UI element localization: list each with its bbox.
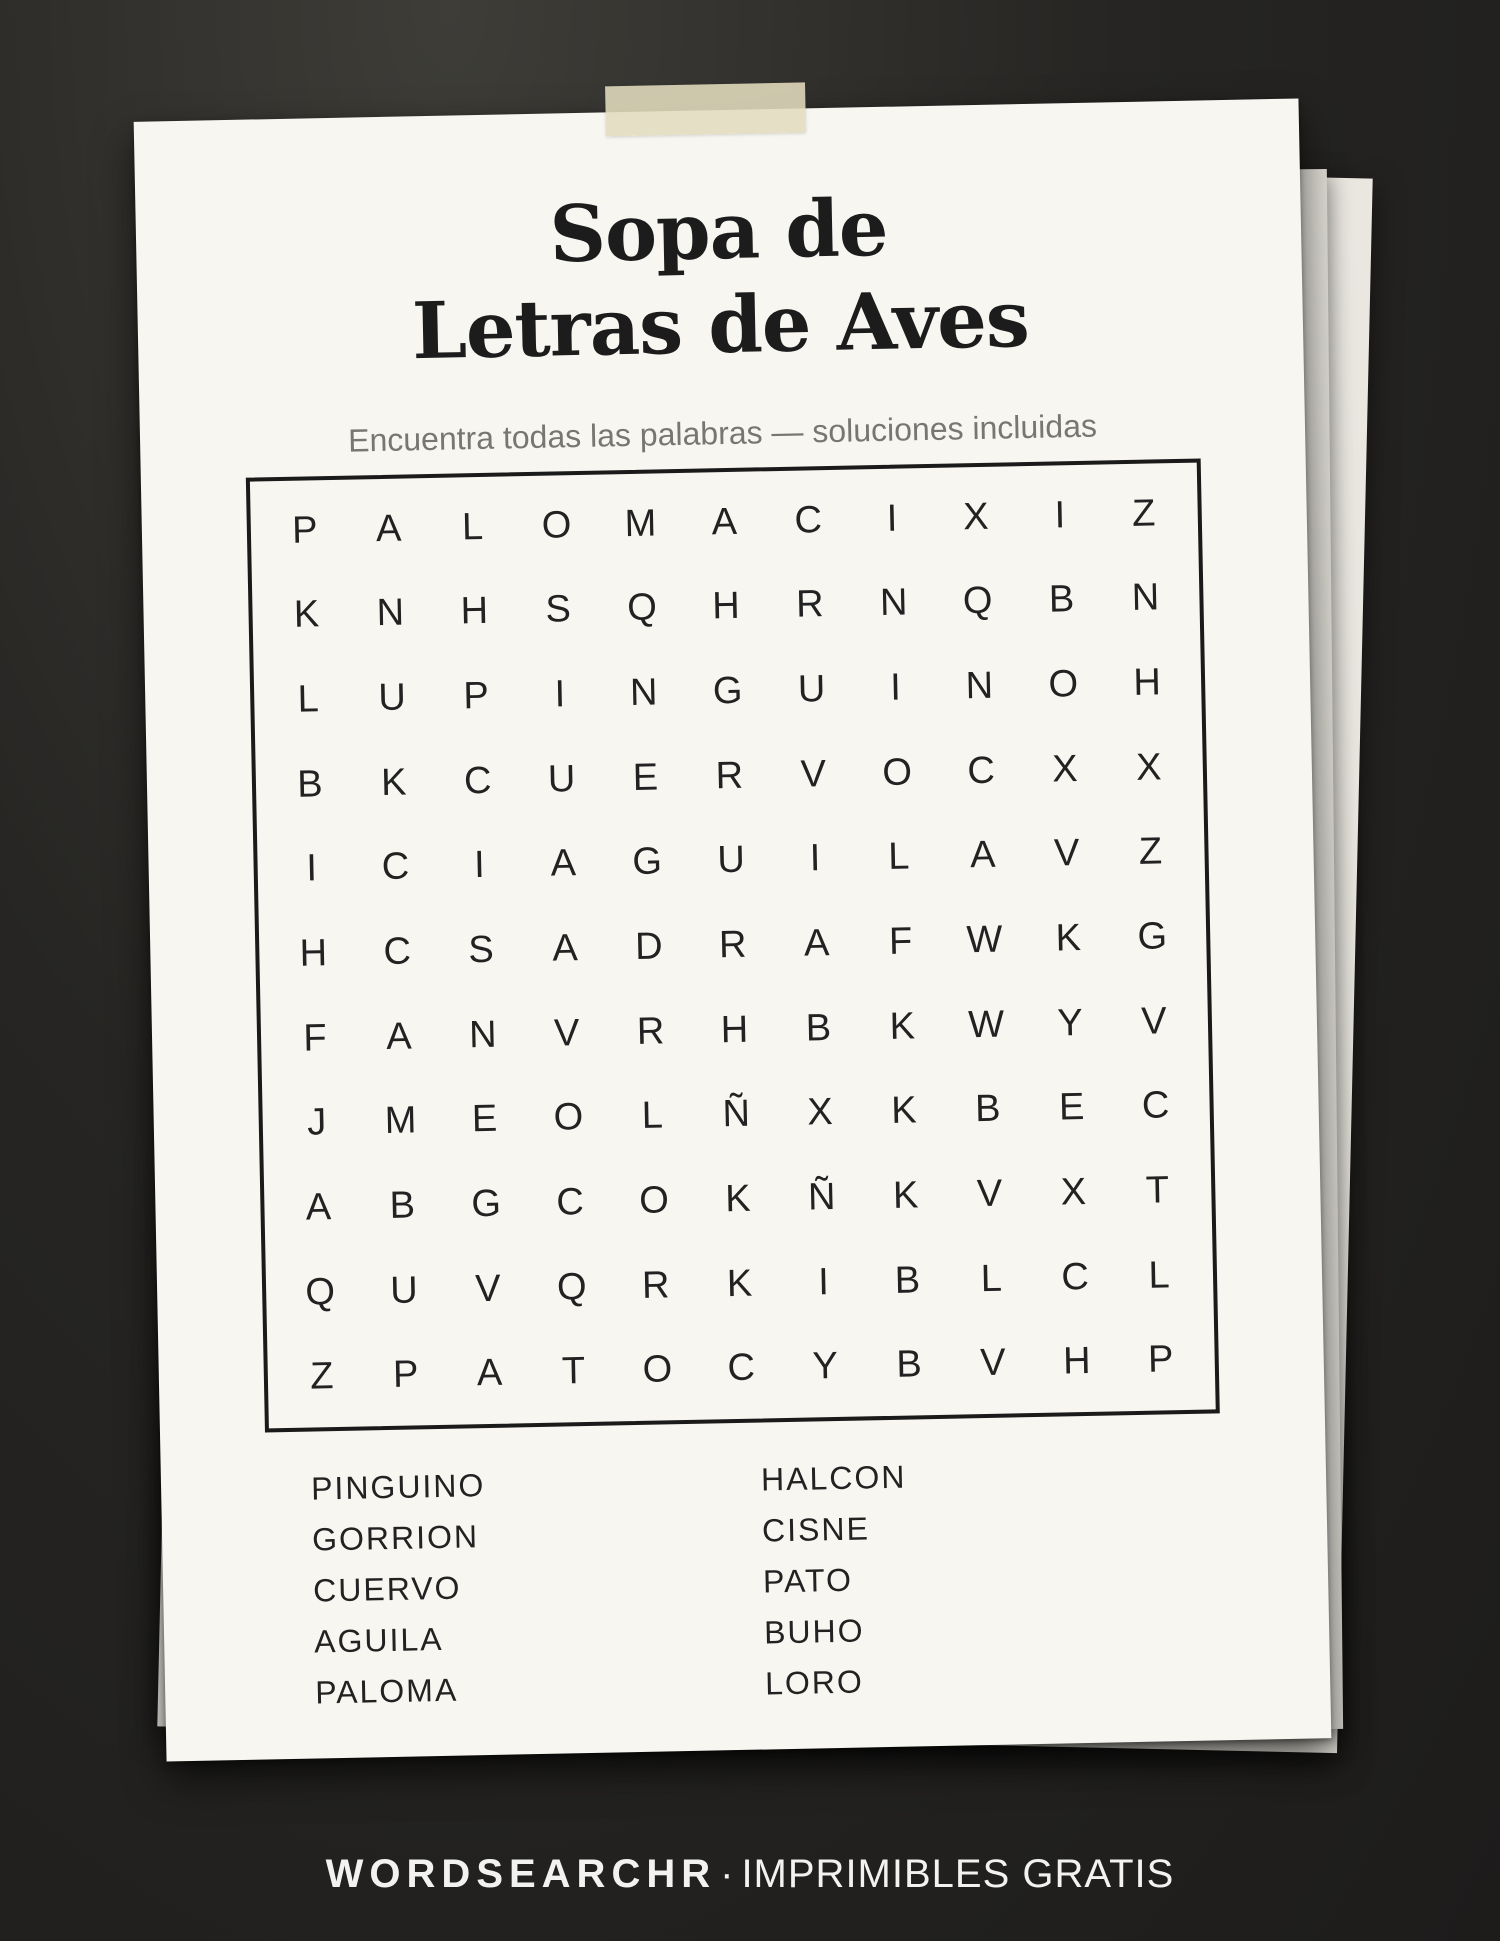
grid-cell: R [795,583,825,627]
grid-cell: L [461,505,484,549]
grid-cell: I [889,666,902,709]
grid-cell: N [1131,576,1160,620]
grid-cell: A [305,1186,332,1229]
grid-cell: E [471,1098,498,1141]
grid-cell: C [1141,1084,1170,1128]
grid-cell: G [712,669,743,713]
grid-cell: C [966,749,996,792]
tape-strip [605,82,806,136]
word-list-left [311,1455,766,1719]
grid-cell: L [1148,1253,1171,1297]
grid-cell: P [392,1353,419,1397]
grid-cell: I [809,837,821,880]
grid-cell: A [803,922,830,965]
grid-cell: I [473,844,486,887]
grid-cell: T [1145,1169,1170,1212]
grid-cell: A [476,1351,503,1395]
grid-cell: R [641,1263,670,1307]
grid-cell: B [895,1343,923,1386]
grid-cell: H [299,932,328,975]
grid-cell: R [636,1010,665,1053]
grid-cell: K [726,1262,753,1305]
grid-cell: P [291,509,318,552]
grid-cell: V [800,752,827,796]
grid-cell: I [305,847,318,890]
title-line-1: Sopa de [548,182,889,281]
grid-cell: B [296,762,324,806]
grid-cell: I [886,497,898,540]
word-list-right [761,1446,1216,1710]
grid-cell: G [631,840,663,884]
grid-cell: C [555,1180,585,1224]
grid-cell: O [638,1179,670,1222]
grid-cell: C [463,759,492,803]
grid-cell: K [890,1089,918,1133]
grid-cell: C [727,1346,756,1390]
grid-cell: B [1048,578,1075,622]
grid-cell: O [553,1096,584,1139]
grid-cell: G [471,1182,502,1226]
grid-cell: V [1140,999,1168,1043]
grid-cell: Ñ [807,1175,836,1219]
grid-cell: A [375,507,402,550]
subtitle: Encuentra todas las palabras — soluciones incluidas [347,407,1098,459]
grid-cell: Q [626,586,658,630]
footer-separator: · [720,1852,734,1896]
grid-cell: P [462,674,490,718]
grid-cell: L [887,835,910,879]
word-list-item: BUHO [763,1612,865,1651]
grid-cell: U [716,839,746,882]
grid-cell: B [894,1258,921,1302]
grid-cell: L [641,1094,664,1138]
grid-cell: L [297,678,320,721]
page-title [135,173,1304,384]
grid-cell: Y [812,1345,839,1388]
grid-cell: A [711,500,738,544]
grid-cell: H [460,590,489,633]
word-list-item: CUERVO [312,1569,462,1609]
grid-cell: N [468,1013,497,1056]
grid-cell: U [389,1268,419,1312]
grid-cell: X [962,495,990,539]
word-list-item: PINGUINO [310,1467,486,1507]
grid-cell: N [629,671,658,715]
grid-cell: X [1051,747,1079,791]
title-line-2: Letras de Aves [411,273,1030,378]
word-list-item: HALCON [760,1458,907,1498]
word-list-item: CISNE [761,1510,871,1549]
grid-cell: H [1132,661,1162,704]
grid-cell: M [384,1099,417,1143]
grid-cell: O [1048,663,1079,706]
grid-cell: Q [556,1265,588,1309]
grid-cell: K [380,761,407,804]
grid-cell: R [715,754,744,798]
grid-cell: L [980,1257,1003,1300]
footer [0,1852,1500,1897]
grid-cell: C [383,930,412,973]
grid-cell: H [720,1008,749,1051]
brand-name: WORDSEARCHR [325,1852,717,1896]
grid-cell: V [1053,832,1080,875]
letter-grid [246,459,1220,1433]
grid-cell: O [881,751,913,794]
grid-cell: A [551,927,579,970]
grid-cell: G [1137,915,1168,958]
grid-cell: Z [1138,830,1163,874]
grid-cell: H [711,585,741,628]
grid-cell: F [303,1016,328,1060]
word-list-item: LORO [764,1663,865,1702]
grid-cell: U [377,676,407,720]
grid-cell: Ñ [722,1092,751,1136]
grid-cell: O [642,1348,673,1392]
grid-cell: N [376,591,405,635]
grid-cell: W [967,1003,1005,1046]
word-list-item: AGUILA [313,1620,444,1660]
word-list-item: PALOMA [314,1671,459,1711]
grid-cell: U [797,668,826,711]
puzzle-sheet [134,98,1332,1761]
grid-cell: B [805,1006,832,1050]
grid-cell: V [553,1011,580,1055]
grid-cell: Q [304,1270,336,1314]
grid-cell: D [634,925,664,968]
grid-cell: S [468,928,495,972]
grid-cell: A [385,1015,413,1058]
grid-cell: F [888,920,913,963]
grid-cell: V [979,1341,1007,1385]
grid-cell: T [561,1350,586,1393]
grid-cell: M [624,502,657,545]
grid-cell: X [806,1091,834,1134]
grid-cell: I [554,673,566,716]
grid-cell: B [974,1087,1001,1131]
grid-cell: H [1062,1340,1091,1383]
grid-cell: E [1058,1086,1085,1129]
word-list-item: PATO [762,1561,854,1600]
grid-cell: N [965,664,994,708]
grid-cell: E [632,756,659,799]
grid-cell: K [889,1004,916,1048]
grid-cell: R [718,923,747,967]
word-list [311,1446,1216,1719]
grid-cell: A [969,834,996,877]
grid-cell: X [1060,1170,1087,1214]
word-list-item: GORRION [311,1518,480,1558]
grid-cell: Z [309,1355,334,1398]
grid-cell: S [545,588,572,632]
grid-cell: C [381,845,410,889]
grid-cell: B [389,1184,416,1227]
grid-cell: J [306,1101,327,1144]
grid-cell: N [879,581,908,625]
grid-cell: A [550,842,577,885]
grid-cell: Z [1131,492,1156,535]
grid-cell: O [541,503,572,547]
grid-cell: K [892,1174,919,1217]
grid-cell: P [1147,1338,1174,1381]
grid-cell: C [794,498,823,542]
grid-cell: I [1054,494,1066,537]
grid-cell: W [966,918,1003,962]
grid-cell: K [1055,916,1082,960]
grid-cell: X [1135,746,1162,789]
footer-tagline: IMPRIMIBLES GRATIS [741,1852,1175,1896]
grid-cell: K [724,1177,751,1221]
grid-cell: Q [962,580,993,623]
grid-cell: V [474,1267,502,1310]
grid-cell: Y [1056,1001,1084,1045]
grid-cell: U [547,757,576,801]
grid-cell: K [293,593,320,637]
grid-cell: V [976,1172,1003,1216]
grid-cell: I [817,1260,830,1303]
grid-cell: C [1060,1255,1090,1298]
